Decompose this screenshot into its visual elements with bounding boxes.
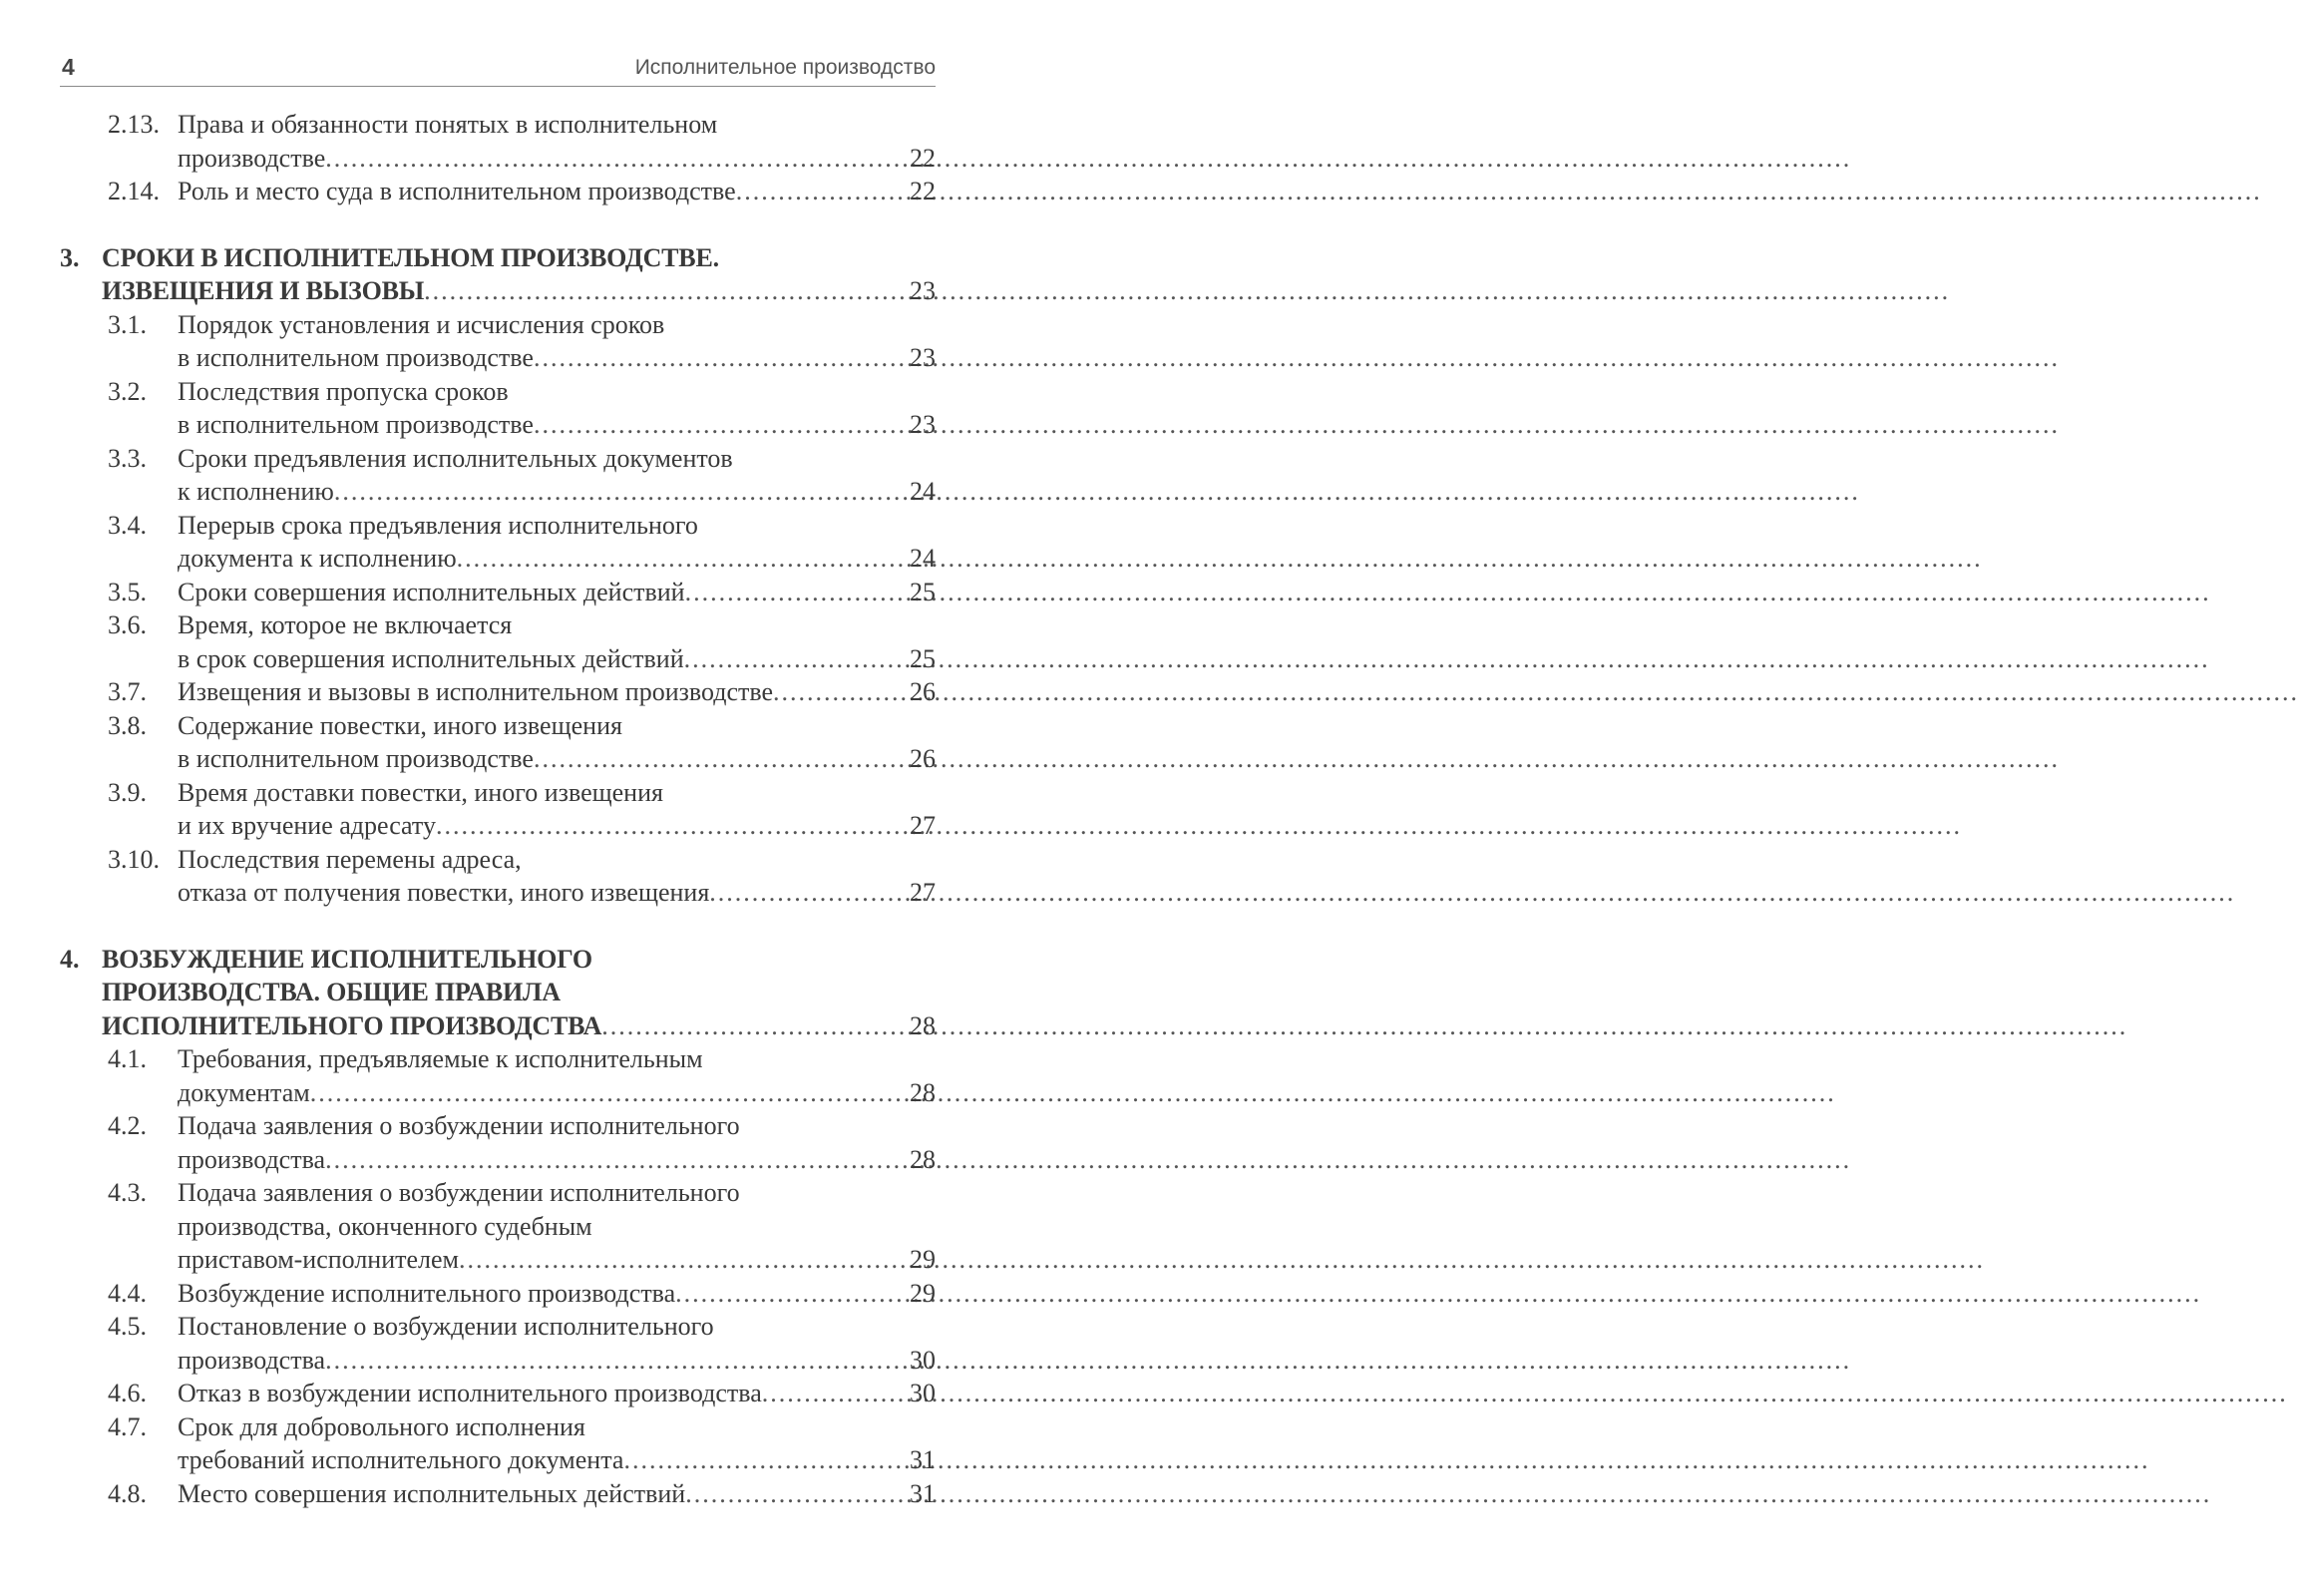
toc-section-entry[interactable] (60, 1042, 936, 1109)
toc-page-number: 27 (910, 811, 936, 840)
toc-page-number: 23 (910, 410, 936, 439)
toc-entry-title: ПРОИЗВОДСТВА. ОБЩИЕ ПРАВИЛА (102, 978, 561, 1006)
toc-section-entry[interactable] (60, 576, 936, 609)
toc-line (60, 241, 936, 275)
toc-entry-number: 4.4. (108, 1278, 147, 1308)
toc-section-entry[interactable] (60, 1277, 936, 1311)
toc-line (60, 1076, 936, 1110)
toc-line (60, 709, 936, 743)
toc-page-number: 25 (910, 577, 936, 606)
toc-entry-title: Отказ в возбуждении исполнительного производства (178, 1379, 762, 1407)
toc-line (60, 675, 936, 709)
toc-line (60, 1009, 936, 1043)
toc-entry-title: требований исполнительного документа (178, 1445, 624, 1474)
page-header (60, 52, 936, 87)
toc-page-number: 22 (910, 177, 936, 205)
dot-leader (325, 1344, 908, 1378)
toc-entry-title: производстве (178, 143, 326, 173)
toc-entry-number: 3. (60, 242, 80, 272)
dot-leader (685, 1477, 908, 1511)
toc-page-number: 30 (910, 1379, 936, 1407)
dot-leader (457, 542, 908, 576)
toc-line (60, 1410, 936, 1444)
toc-page-number: 24 (910, 544, 936, 573)
toc-entry-number: 3.7. (108, 677, 147, 706)
toc-entry-number: 4.1. (108, 1044, 147, 1073)
toc-line (60, 308, 936, 342)
toc-entry-title: к исполнению (178, 477, 334, 506)
dot-leader (623, 1443, 908, 1477)
toc-entry-title: Содержание повестки, иного извещения (178, 710, 622, 740)
dot-leader (709, 876, 908, 910)
toc-line (60, 1377, 936, 1410)
toc-section-entry[interactable] (60, 1477, 936, 1511)
toc-entry-title: в исполнительном производстве (178, 410, 534, 439)
toc-line (60, 1210, 936, 1244)
toc-page-number: 28 (910, 1010, 936, 1040)
toc-entry-number: 4.8. (108, 1478, 147, 1508)
toc-section-entry[interactable] (60, 175, 936, 208)
toc-entry-number: 3.4. (108, 510, 147, 540)
toc-entry-title: приставом-исполнителем (178, 1245, 460, 1274)
toc-entry-title: Время, которое не включается (178, 610, 513, 639)
toc-line (60, 576, 936, 609)
toc-page-number: 30 (910, 1345, 936, 1375)
toc-entry-title: Сроки совершения исполнительных действий (178, 577, 685, 606)
toc-line (60, 742, 936, 776)
toc-page-number: 29 (910, 1245, 936, 1274)
toc-entry-title: ИЗВЕЩЕНИЯ И ВЫЗОВЫ (102, 276, 425, 305)
toc-entry-number: 3.10. (108, 844, 160, 874)
toc-line (60, 1176, 936, 1210)
toc-section-entry[interactable] (60, 509, 936, 576)
toc-entry-number: 4.6. (108, 1379, 147, 1407)
toc-line (60, 1477, 936, 1511)
toc-line (60, 1042, 936, 1076)
toc-entry-title: и их вручение адресату (178, 811, 436, 840)
toc-line (60, 943, 936, 977)
toc-section-entry[interactable] (60, 108, 936, 175)
toc-entry-number: 4.5. (108, 1312, 147, 1341)
page-number: 4 (62, 54, 75, 80)
toc-line (60, 542, 936, 576)
toc-page-number: 31 (910, 1445, 936, 1474)
toc-line (60, 1310, 936, 1344)
toc-chapter-entry[interactable] (60, 943, 936, 1043)
toc-line (60, 175, 936, 208)
toc-page-number: 23 (910, 343, 936, 372)
toc-entry-number: 3.3. (108, 443, 147, 473)
toc-entry-title: в исполнительном производстве (178, 343, 534, 372)
toc-entry-number: 4.3. (108, 1178, 147, 1207)
dot-leader (534, 742, 908, 776)
dot-leader (459, 1243, 908, 1277)
toc-section-entry[interactable] (60, 675, 936, 709)
toc-entry-title: Время доставки повестки, иного извещения (178, 777, 663, 807)
toc-entry-number: 3.8. (108, 710, 147, 740)
toc-page-number: 29 (910, 1278, 936, 1308)
dot-leader (325, 142, 908, 176)
toc-section-entry[interactable] (60, 776, 936, 843)
toc-page-number: 26 (910, 677, 936, 706)
toc-section-entry[interactable] (60, 1310, 936, 1377)
toc-line (60, 809, 936, 843)
page (0, 0, 997, 1596)
toc-entry-number: 3.2. (108, 376, 147, 406)
toc-section-entry[interactable] (60, 1109, 936, 1176)
toc-entry-title: Перерыв срока предъявления исполнительного (178, 510, 698, 540)
toc-entry-number: 4.2. (108, 1111, 147, 1140)
toc-entry-title: Извещения и вызовы в исполнительном производстве (178, 677, 774, 706)
dot-leader (310, 1076, 908, 1110)
toc-section-entry[interactable] (60, 608, 936, 675)
toc-entry-title: производства (178, 1345, 326, 1375)
toc-line (60, 341, 936, 375)
toc-entry-title: ИСПОЛНИТЕЛЬНОГО ПРОИЗВОДСТВА (102, 1010, 602, 1040)
dot-leader (773, 675, 908, 709)
toc-line (60, 142, 936, 176)
toc-entry-title: Постановление о возбуждении исполнительного (178, 1312, 714, 1341)
dot-leader (534, 341, 908, 375)
toc-line (60, 1109, 936, 1143)
toc-entry-title: Права и обязанности понятых в исполнительном (178, 110, 718, 139)
toc-entry-number: 4. (60, 944, 80, 974)
toc-section-entry[interactable] (60, 442, 936, 509)
toc-entry-number: 3.6. (108, 610, 147, 639)
toc-entry-number: 3.9. (108, 777, 147, 807)
dot-leader (762, 1377, 908, 1410)
toc-line (60, 1143, 936, 1177)
dot-leader (436, 809, 908, 843)
toc-entry-title: Подача заявления о возбуждении исполнительного (178, 1178, 740, 1207)
toc-line (60, 1344, 936, 1378)
toc-line (60, 608, 936, 642)
toc-entry-title: Срок для добровольного исполнения (178, 1411, 585, 1441)
toc-line (60, 509, 936, 543)
toc-section-entry[interactable] (60, 709, 936, 776)
toc-entry-title: документа к исполнению (178, 544, 457, 573)
dot-leader (334, 475, 908, 509)
dot-leader (684, 642, 908, 676)
toc-page-number: 25 (910, 643, 936, 673)
toc-line (60, 843, 936, 877)
dot-leader (601, 1009, 908, 1043)
toc-entry-title: СРОКИ В ИСПОЛНИТЕЛЬНОМ ПРОИЗВОДСТВЕ. (102, 242, 719, 272)
toc-entry-title: Подача заявления о возбуждении исполнительного (178, 1111, 740, 1140)
toc-line (60, 108, 936, 142)
dot-leader (424, 274, 908, 308)
toc-entry-title: производства, оконченного судебным (178, 1211, 592, 1241)
dot-leader (534, 408, 908, 442)
toc-line (60, 274, 936, 308)
toc-line (60, 375, 936, 409)
toc-entry-title: Сроки предъявления исполнительных документов (178, 443, 733, 473)
toc-line (60, 1443, 936, 1477)
toc-entry-number: 3.5. (108, 577, 147, 606)
toc-entry-title: Возбуждение исполнительного производства (178, 1278, 676, 1308)
toc-entry-title: Последствия перемены адреса, (178, 844, 522, 874)
toc-chapter-entry[interactable] (60, 241, 936, 308)
toc-line (60, 642, 936, 676)
toc-page-number: 31 (910, 1478, 936, 1508)
toc-section-entry[interactable] (60, 375, 936, 442)
table-of-contents (60, 108, 936, 1510)
toc-entry-title: отказа от получения повестки, иного извещения (178, 878, 710, 907)
running-title: Исполнительное производство (634, 56, 936, 79)
toc-entry-title: производства (178, 1144, 326, 1174)
toc-section-entry[interactable] (60, 308, 936, 375)
toc-line (60, 776, 936, 810)
toc-entry-number: 3.1. (108, 309, 147, 339)
toc-entry-title: Роль и место суда в исполнительном производстве (178, 177, 736, 205)
toc-page-number: 23 (910, 276, 936, 305)
toc-entry-number: 4.7. (108, 1411, 147, 1441)
toc-page-number: 28 (910, 1144, 936, 1174)
toc-line (60, 1277, 936, 1311)
dot-leader (675, 1277, 908, 1311)
toc-entry-title: Порядок установления и исчисления сроков (178, 309, 665, 339)
dot-leader (736, 175, 908, 208)
toc-line (60, 442, 936, 476)
toc-line (60, 1243, 936, 1277)
dot-leader (325, 1143, 908, 1177)
toc-section-entry[interactable] (60, 1410, 936, 1477)
toc-entry-title: Место совершения исполнительных действий (178, 1478, 686, 1508)
dot-leader (685, 576, 908, 609)
toc-section-entry[interactable] (60, 1377, 936, 1410)
toc-entry-title: Требования, предъявляемые к исполнительным (178, 1044, 703, 1073)
toc-entry-title: Последствия пропуска сроков (178, 376, 509, 406)
toc-line (60, 408, 936, 442)
toc-entry-title: документам (178, 1077, 310, 1107)
toc-line (60, 976, 936, 1009)
toc-section-entry[interactable] (60, 843, 936, 910)
toc-page-number: 26 (910, 744, 936, 773)
toc-entry-title: ВОЗБУЖДЕНИЕ ИСПОЛНИТЕЛЬНОГО (102, 944, 592, 974)
toc-page-number: 24 (910, 477, 936, 506)
toc-entry-title: в исполнительном производстве (178, 744, 534, 773)
toc-section-entry[interactable] (60, 1176, 936, 1277)
section-gap (60, 208, 936, 241)
toc-entry-number: 2.14. (108, 177, 160, 205)
section-gap (60, 910, 936, 943)
toc-line (60, 475, 936, 509)
toc-entry-number: 2.13. (108, 110, 160, 139)
toc-page-number: 22 (910, 143, 936, 173)
toc-line (60, 876, 936, 910)
toc-page-number: 28 (910, 1077, 936, 1107)
toc-entry-title: в срок совершения исполнительных действий (178, 643, 684, 673)
toc-page-number: 27 (910, 878, 936, 907)
